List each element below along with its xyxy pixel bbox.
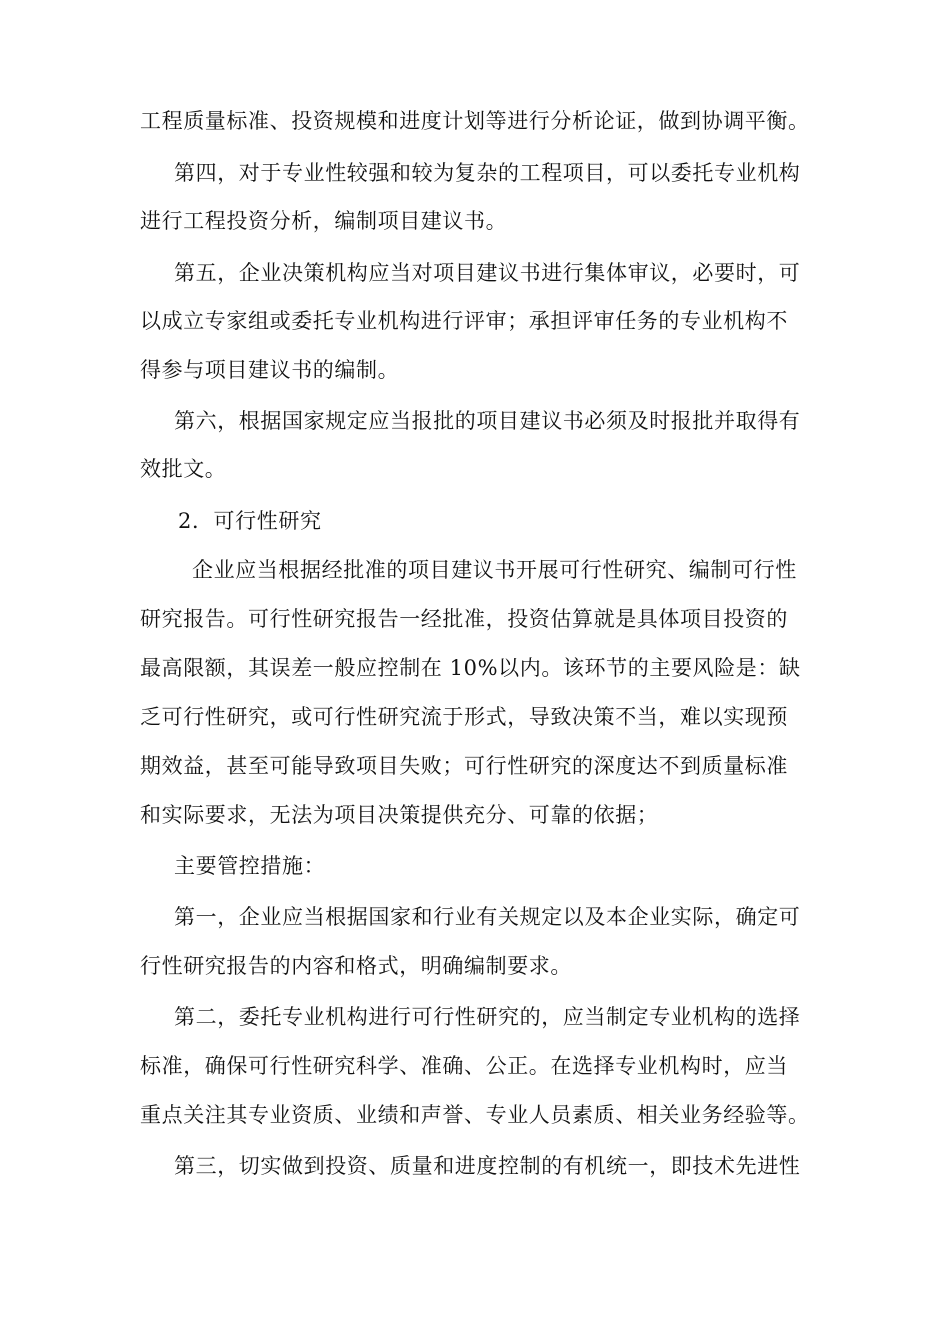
text-line: 效批文。 (140, 457, 227, 481)
text-line: 第二，委托专业机构进行可行性研究的，应当制定专业机构的选择 (174, 1005, 801, 1029)
text-line: 以成立专家组或委托专业机构进行评审；承担评审任务的专业机构不 (140, 309, 788, 333)
text-line: 第六，根据国家规定应当报批的项目建议书必须及时报批并取得有 (174, 409, 801, 433)
text-line: 进行工程投资分析，编制项目建议书。 (140, 209, 508, 233)
text-line: 工程质量标准、投资规模和进度计划等进行分析论证，做到协调平衡。 (140, 109, 810, 133)
text-line: 第一，企业应当根据国家和行业有关规定以及本企业实际，确定可 (174, 905, 801, 929)
text-line: 得参与项目建议书的编制。 (140, 358, 400, 382)
section-heading: 2．可行性研究 (178, 509, 322, 533)
text-line: 第四，对于专业性较强和较为复杂的工程项目，可以委托专业机构 (174, 161, 801, 185)
text-line: 和实际要求，无法为项目决策提供充分、可靠的依据； (140, 803, 659, 827)
text-line: 行性研究报告的内容和格式，明确编制要求。 (140, 954, 572, 978)
text-line: 企业应当根据经批准的项目建议书开展可行性研究、编制可行性 (192, 558, 797, 582)
text-line: 期效益，甚至可能导致项目失败；可行性研究的深度达不到质量标准 (140, 754, 788, 778)
text-line: 标准，确保可行性研究科学、准确、公正。在选择专业机构时，应当 (140, 1054, 788, 1078)
text-line: 第三，切实做到投资、质量和进度控制的有机统一，即技术先进性 (174, 1154, 801, 1178)
text-line: 第五，企业决策机构应当对项目建议书进行集体审议，必要时，可 (174, 261, 801, 285)
text-line: 研究报告。可行性研究报告一经批准，投资估算就是具体项目投资的 (140, 607, 788, 631)
text-line: 最高限额，其误差一般应控制在 10%以内。该环节的主要风险是：缺 (140, 656, 801, 680)
text-line: 重点关注其专业资质、业绩和声誉、专业人员素质、相关业务经验等。 (140, 1103, 810, 1127)
text-line: 主要管控措施： (174, 854, 326, 878)
text-line: 乏可行性研究，或可行性研究流于形式，导致决策不当，难以实现预 (140, 705, 788, 729)
